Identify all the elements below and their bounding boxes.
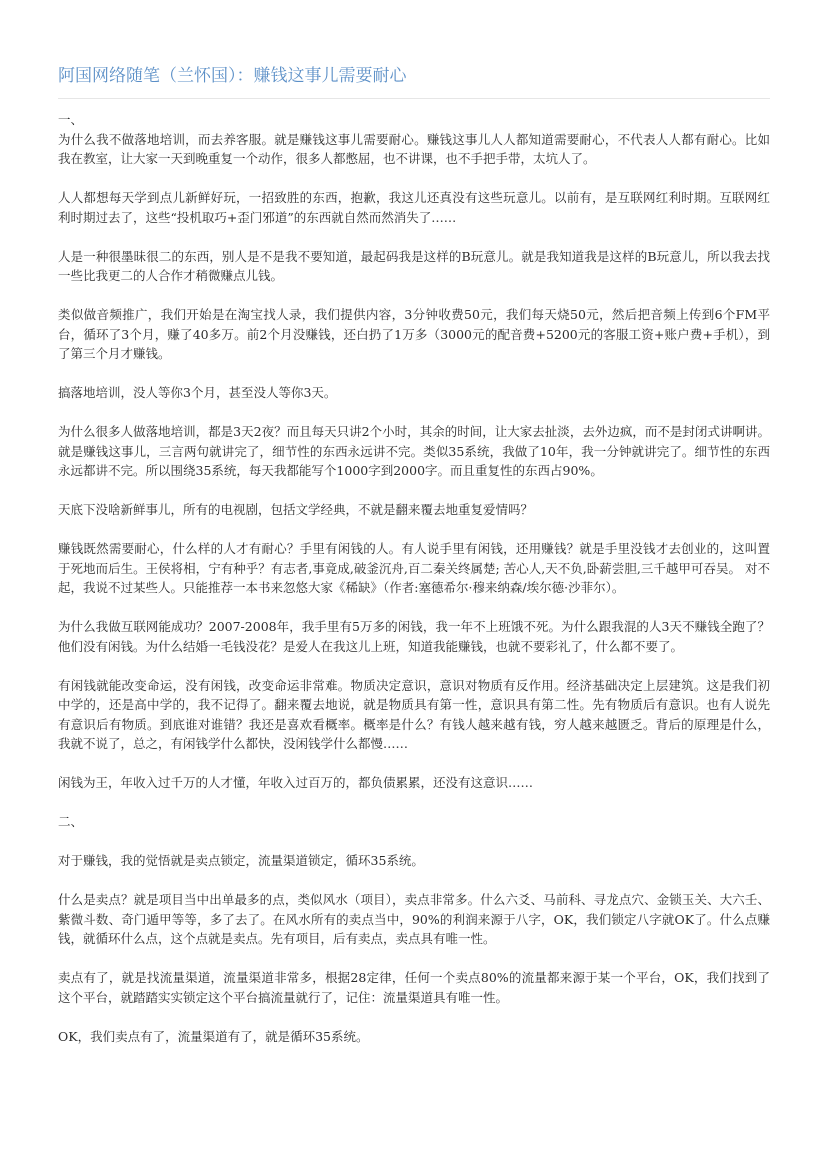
paragraph: 搞落地培训，没人等你3个月，甚至没人等你3天。	[58, 385, 337, 400]
paragraph: 有闲钱就能改变命运，没有闲钱，改变命运非常难。物质决定意识，意识对物质有反作用。经济基础决定上层建筑。这是我们初中学的，还是高中学的，我不记得了。翻来覆去地说，就是物质具有第一性，意识具有第二性。先有物质后有意识。也有人说先有意识后有物质。到底谁对谁错？我还是喜欢看概率。概率是什么？有钱人越来越有钱，穷人越来越匮乏。背后的原理是什么，我就不说了，总之，有闲钱学什么都快，没闲钱学什么都慢……	[58, 677, 770, 751]
paragraph: 闲钱为王，年收入过千万的人才懂，年收入过百万的，都负债累累，还没有这意识……	[58, 775, 534, 790]
paragraph: 对于赚钱，我的觉悟就是卖点锁定，流量渠道锁定，循环35系统。	[58, 853, 424, 868]
paragraph: OK，我们卖点有了，流量渠道有了，就是循环35系统。	[58, 1028, 369, 1044]
paragraph: 卖点有了，就是找流量渠道，流量渠道非常多，根据28定律，任何一个卖点80%的流量都来源于某一个平台，OK，我们找到了这个平台，就踏踏实实锁定这个平台搞流量就行了，记住：流量渠道具有唯一性。	[58, 970, 770, 1005]
paragraph: 类似做音频推广，我们开始是在淘宝找人录，我们提供内容，3分钟收费50元，我们每天烧50元，然后把音频上传到6个FM平台，循环了3个月，赚了40多万。前2个月没赚钱，还白扔了1万多（3000元的配音费+5200元的客服工资+账户费+手机），到了第三个月才赚钱。	[58, 307, 770, 361]
paragraph: 为什么我做互联网能成功？2007-2008年，我手里有5万多的闲钱，我一年不上班饿不死。为什么跟我混的人3天不赚钱全跑了？他们没有闲钱。为什么结婚一毛钱没花？是爱人在我这儿上班，知道我能赚钱，也就不要彩礼了，什么都不要了。	[58, 619, 770, 654]
paragraph: 人人都想每天学到点儿新鲜好玩，一招致胜的东西，抱歉，我这儿还真没有这些玩意儿。以前有，是互联网红利时期。互联网红利时期过去了，这些“投机取巧+歪门邪道”的东西就自然而然消失了……	[58, 190, 770, 225]
section-heading: 二、	[58, 814, 84, 829]
paragraph: 什么是卖点？就是项目当中出单最多的点，类似风水（项目），卖点非常多。什么六爻、马前科、寻龙点穴、金锁玉关、大六壬、紫微斗数、奇门遁甲等等，多了去了。在风水所有的卖点当中，90%的利润来源于八字，OK，我们锁定八字就OK了。什么点赚钱，就循环什么点，这个点就是卖点。先有项目，后有卖点，卖点具有唯一性。	[58, 892, 770, 946]
article-body	[58, 110, 770, 1066]
paragraph: 赚钱既然需要耐心，什么样的人才有耐心？手里有闲钱的人。有人说手里有闲钱，还用赚钱？就是手里没钱才去创业的，这叫置于死地而后生。王侯将相，宁有种乎？有志者,事竟成,破釜沉舟,百二秦关终属楚; 苦心人,天不负,卧薪尝胆,三千越甲可吞吴。 对不起，我说不过某些人。只能推荐一本书来忽悠大家《稀缺》（作者:塞德希尔·穆来纳森/埃尔德·沙菲尔）。	[58, 541, 770, 595]
paragraph: 为什么我不做落地培训，而去养客服。就是赚钱这事儿需要耐心。赚钱这事儿人人都知道需要耐心，不代表人人都有耐心。比如我在教室，让大家一天到晚重复一个动作，很多人都憋屈，也不讲课，也不手把手带，太坑人了。	[58, 131, 770, 166]
paragraph: 天底下没啥新鲜事儿，所有的电视剧，包括文学经典，不就是翻来覆去地重复爱情吗？	[58, 502, 534, 517]
section-heading: 一、	[58, 112, 84, 127]
paragraph: 人是一种很墨昧很二的东西，别人是不是我不要知道，最起码我是这样的B玩意儿。就是我知道我是这样的B玩意儿，所以我去找一些比我更二的人合作才稍微赚点儿钱。	[58, 248, 770, 283]
article-title: 阿国网络随笔（兰怀国）：赚钱这事儿需要耐心	[58, 66, 407, 86]
title-divider	[58, 98, 770, 99]
paragraph: 为什么很多人做落地培训，都是3天2夜？而且每天只讲2个小时，其余的时间，让大家去扯淡，去外边疯，而不是封闭式讲啊讲。就是赚钱这事儿，三言两句就讲完了，细节性的东西永远讲不完。类似35系统，我做了10年，我一分钟就讲完了。细节性的东西永远都讲不完。所以围绕35系统，每天我都能写个1000字到2000字。而且重复性的东西占90%。	[58, 424, 770, 478]
